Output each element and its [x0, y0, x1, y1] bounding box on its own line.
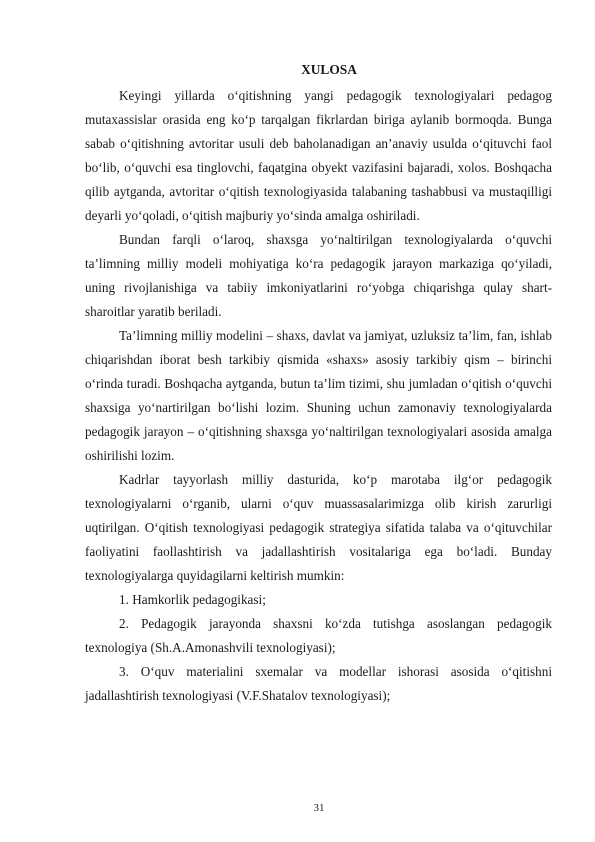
document-title: XULOSA: [301, 62, 357, 77]
document-body: [85, 84, 552, 708]
list-item-2: 2. Pedagogik jarayonda shaxsni ko‘zda tutishga asoslangan pedagogik texnologiya (Sh.A.Amonashvili texnologiyasi);: [85, 616, 552, 655]
paragraph-1: Keyingi yillarda o‘qitishning yangi pedagogik texnologiyalari pedagog mutaxassislar orasida eng ko‘p tarqalgan fikrlardan biriga aylanib bormoqda. Bunga sabab o‘qitishning avtoritar usuli deb baholanadigan an’anaviy usulda o‘qituvchi faol bo‘lib, o‘quvchi esa tinglovchi, faqatgina obyekt vazifasini bajaradi, xolos. Boshqacha qilib aytganda, avtoritar o‘qitish texnologiyasida talabaning tashabbusi va mustaqilligi deyarli yo‘qoladi, o‘qitish majburiy yo‘sinda amalga oshiriladi.: [85, 88, 552, 223]
list-item-1: 1. Hamkorlik pedagogikasi;: [119, 592, 266, 607]
page-number: 31: [313, 802, 325, 814]
paragraph-4: Kadrlar tayyorlash milliy dasturida, ko‘p marotaba ilg‘or pedagogik texnologiyalarni o‘rganib, ularni o‘quv muassasalarimizga olib kirish zarurligi uqtirilgan. O‘qitish texnologiyasi pedagogik strategiya sifatida talaba va o‘qituvchilar faoliyatini faollashtirish va jadallashtirish vositalariga ega bo‘ladi. Bunday texnologiyalarga quyidagilarni keltirish mumkin:: [85, 472, 552, 583]
paragraph-2: Bundan farqli o‘laroq, shaxsga yo‘naltirilgan texnologiyalarda o‘quvchi ta’limning milliy modeli mohiyatiga ko‘ra pedagogik jarayon markaziga qo‘yiladi, uning rivojlanishiga va tabiiy imkoniyatlarini ro‘yobga chiqarishga qulay shart-sharoitlar yaratib beriladi.: [85, 232, 552, 319]
paragraph-3: Ta’limning milliy modelini – shaxs, davlat va jamiyat, uzluksiz ta’lim, fan, ishlab chiqarishdan iborat besh tarkibiy qismida «shaxs» asosiy tarkibiy qism – birinchi o‘rinda turadi. Boshqacha aytganda, butun ta’lim tizimi, shu jumladan o‘qitish o‘quvchi shaxsiga yo‘nartirilgan bo‘lishi lozim. Shuning uchun zamonaviy texnologiyalarda pedagogik jarayon – o‘qitishning shaxsga yo‘naltirilgan texnologiyalari asosida amalga oshirilishi lozim.: [85, 328, 552, 463]
list-item-3: 3. O‘quv materialini sxemalar va modellar ishorasi asosida o‘qitishni jadallashtirish texnologiyasi (V.F.Shatalov texnologiyasi);: [85, 664, 552, 703]
